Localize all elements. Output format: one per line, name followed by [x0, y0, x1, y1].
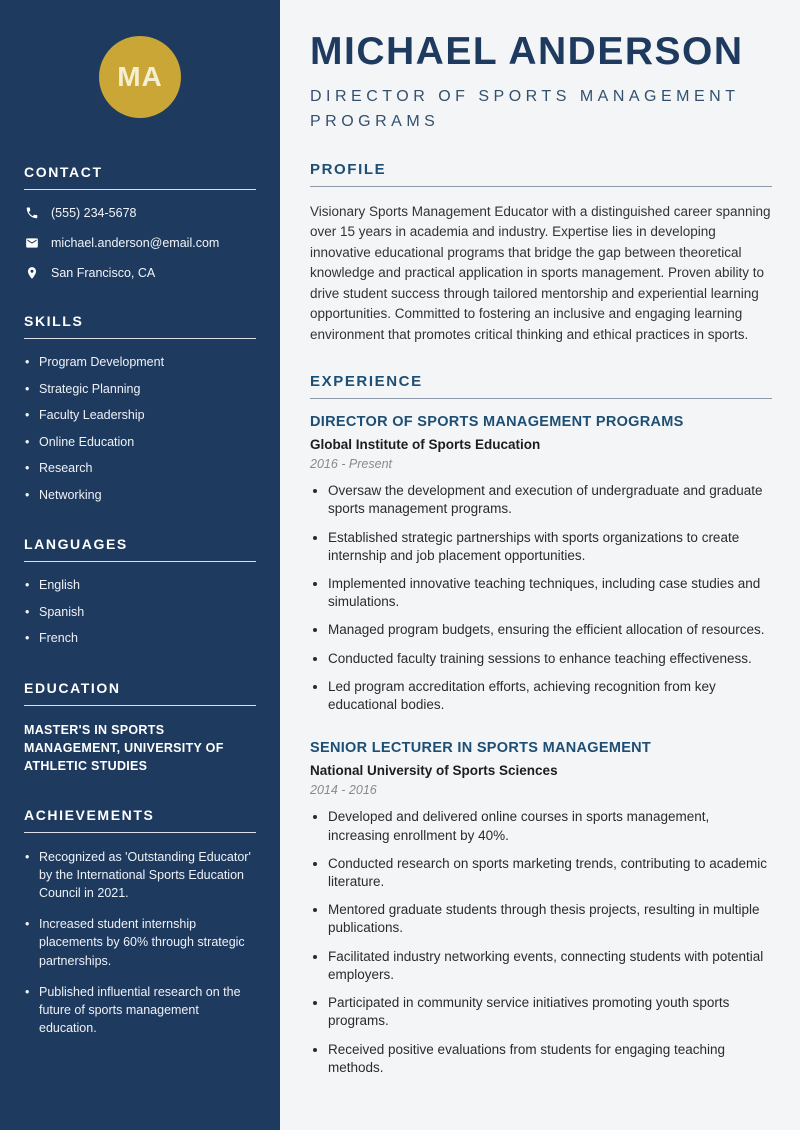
skills-list [24, 354, 256, 504]
job-title: SENIOR LECTURER IN SPORTS MANAGEMENT [310, 740, 652, 757]
skills-section-title: SKILLS [24, 313, 256, 339]
languages-section [24, 536, 256, 648]
experience-job-1 [310, 414, 772, 714]
experience-job-2 [310, 740, 772, 1077]
job-company: Global Institute of Sports Education [310, 437, 541, 453]
contact-phone-value: (555) 234-5678 [51, 206, 137, 220]
experience-section [310, 373, 772, 1077]
list-item: • Faculty Leadership [24, 407, 256, 425]
profile-text: Visionary Sports Management Educator with a distinguished career spanning over 15 years in academia and industry. Expertise lies in developing innovative educational programs that bridge the gap between theoretical knowledge and practical application in sports management. Proven ability to drive student success through tailored mentorship and experiential learning opportunities. Committed to fostering an inclusive and engaging learning environment that promotes critical thinking and ethical practices in sports. [310, 203, 771, 342]
contact-email-value: michael.anderson@email.com [51, 236, 220, 250]
list-item: • Strategic Planning [24, 381, 256, 399]
email-icon [24, 235, 40, 251]
list-item: • Received positive evaluations from students for engaging teaching methods. [328, 1041, 772, 1077]
list-item: • Spanish [24, 604, 256, 622]
list-item: • French [24, 630, 256, 648]
list-item: • Program Development [24, 354, 256, 372]
profile-section [310, 161, 772, 346]
list-item: • Oversaw the development and execution of undergraduate and graduate sports management programs. [328, 482, 772, 518]
location-pin-icon [24, 265, 40, 281]
achievements-section-title: ACHIEVEMENTS [24, 807, 256, 833]
candidate-job-title: DIRECTOR OF SPORTS MANAGEMENT PROGRAMS [310, 87, 740, 130]
job-dates: 2016 - Present [310, 457, 392, 472]
phone-icon [24, 205, 40, 221]
candidate-name: MICHAEL ANDERSON [310, 30, 744, 73]
job-dates: 2014 - 2016 [310, 783, 377, 798]
list-item: • English [24, 577, 256, 595]
list-item: • Conducted faculty training sessions to enhance teaching effectiveness. [328, 650, 772, 668]
list-item: • Managed program budgets, ensuring the efficient allocation of resources. [328, 621, 772, 639]
contact-location-value: San Francisco, CA [51, 266, 156, 280]
job-title: DIRECTOR OF SPORTS MANAGEMENT PROGRAMS [310, 414, 684, 431]
job-bullet-list [310, 808, 772, 1077]
list-item: • Research [24, 460, 256, 478]
list-item: • Mentored graduate students through thesis projects, resulting in multiple publications. [328, 901, 772, 937]
education-section-title: EDUCATION [24, 680, 256, 706]
list-item: • Published influential research on the future of sports management education. [24, 983, 256, 1037]
list-item: • Conducted research on sports marketing trends, contributing to academic literature. [328, 855, 772, 891]
list-item: • Online Education [24, 434, 256, 452]
profile-section-title: PROFILE [310, 161, 772, 187]
main-content [280, 0, 800, 1130]
achievements-section [24, 807, 256, 1037]
list-item: • Established strategic partnerships with sports organizations to create internship and job placement opportunities. [328, 529, 772, 565]
list-item: • Facilitated industry networking events, connecting students with potential employers. [328, 948, 772, 984]
contact-section-title: CONTACT [24, 164, 256, 190]
list-item: • Increased student internship placements by 60% through strategic partnerships. [24, 915, 256, 969]
list-item: • Participated in community service initiatives promoting youth sports programs. [328, 994, 772, 1030]
languages-section-title: LANGUAGES [24, 536, 256, 562]
contact-location-row [24, 265, 256, 281]
list-item: • Recognized as 'Outstanding Educator' by the International Sports Education Council in 2021. [24, 848, 256, 902]
skills-section [24, 313, 256, 504]
job-company: National University of Sports Sciences [310, 763, 558, 779]
achievements-list [24, 848, 256, 1037]
contact-email-row [24, 235, 256, 251]
avatar-initials: MA [117, 61, 163, 92]
education-degree: MASTER'S IN SPORTS MANAGEMENT, UNIVERSITY OF ATHLETIC STUDIES [24, 722, 224, 773]
list-item: • Developed and delivered online courses in sports management, increasing enrollment by 40%. [328, 808, 772, 844]
avatar [99, 36, 181, 118]
list-item: • Networking [24, 487, 256, 505]
contact-section [24, 164, 256, 281]
list-item: • Led program accreditation efforts, achieving recognition from key educational bodies. [328, 678, 772, 714]
education-section [24, 680, 256, 775]
languages-list [24, 577, 256, 648]
sidebar [0, 0, 280, 1130]
contact-phone-row [24, 205, 256, 221]
job-bullet-list [310, 482, 772, 714]
list-item: • Implemented innovative teaching techniques, including case studies and simulations. [328, 575, 772, 611]
experience-section-title: EXPERIENCE [310, 373, 772, 399]
